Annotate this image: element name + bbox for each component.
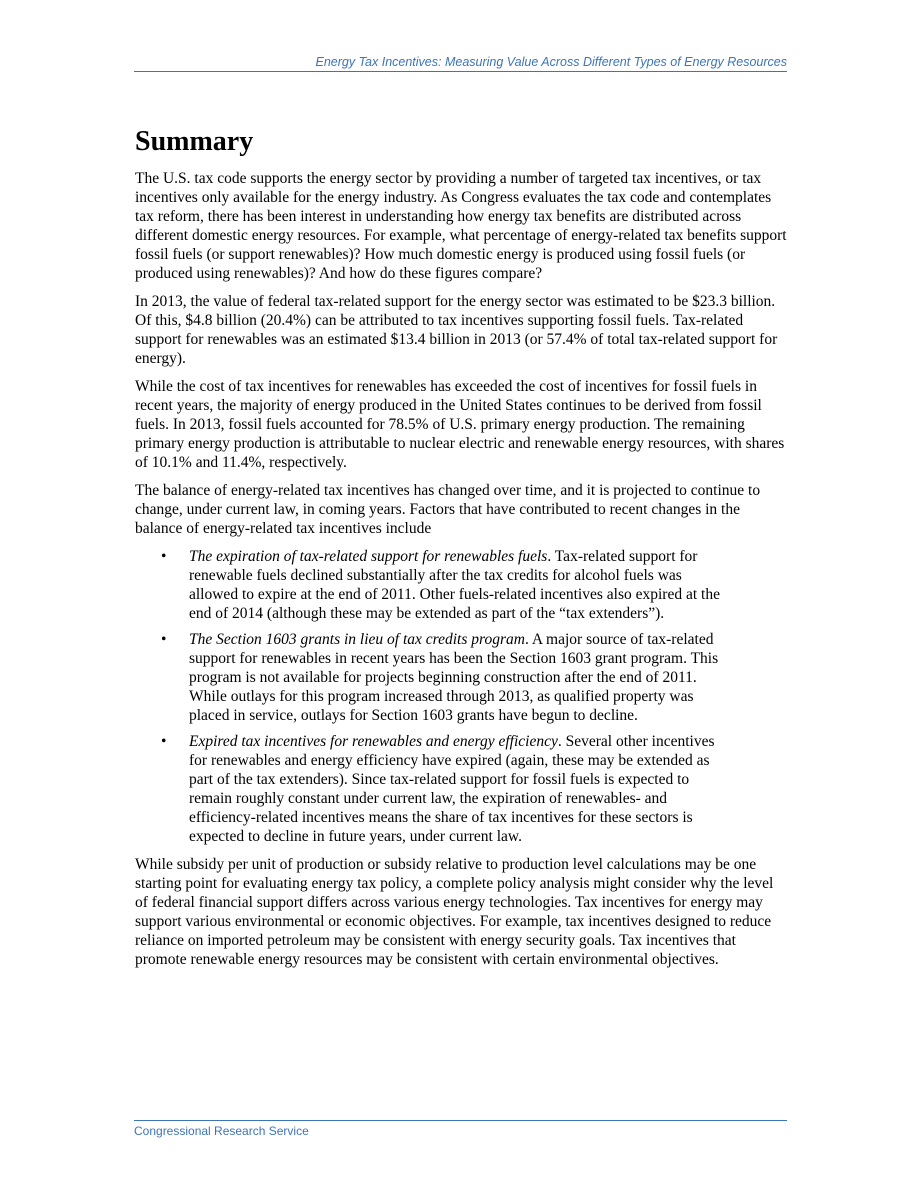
- list-item: [135, 732, 733, 846]
- paragraph-balance-changes: The balance of energy-related tax incentives has changed over time, and it is projected to continue to change, under current law, in coming years. Factors that have contributed to recent changes in the balance of energy-related tax incentives include: [135, 482, 761, 537]
- list-item-text: . Several other incentives for renewables and energy efficiency have expired (again, these may be extended as part of the tax extenders). Since tax-related support for fossil fuels is expected to remain roughly constant under current law, the expiration of renewables- and efficiency-related incentives means the share of tax incentives for these sectors is expected to decline in future years, under current law.: [189, 733, 715, 845]
- list-item-lead: The expiration of tax-related support for renewables fuels: [189, 548, 548, 565]
- running-footer: Congressional Research Service: [134, 1120, 787, 1138]
- running-header: Energy Tax Incentives: Measuring Value Across Different Types of Energy Resources: [134, 55, 787, 72]
- paragraph-2013-support: In 2013, the value of federal tax-related support for the energy sector was estimated to be $23.3 billion. Of this, $4.8 billion (20.4%) can be attributed to tax incentives supporting fossil fuels. Tax-related support for renewables was an estimated $13.4 billion in 2013 (or 57.4% of total tax-related support for energy).: [135, 293, 778, 367]
- paragraph-intro: The U.S. tax code supports the energy sector by providing a number of targeted tax incentives, or tax incentives only available for the energy industry. As Congress evaluates the tax code and contemplates tax reform, there has been interest in understanding how energy tax benefits are distributed across different domestic energy resources. For example, what percentage of energy-related tax benefits support fossil fuels (or support renewables)? How much domestic energy is produced using fossil fuels (or produced using renewables)? And how do these figures compare?: [135, 170, 787, 282]
- paragraph-policy-analysis: While subsidy per unit of production or subsidy relative to production level calculations may be one starting point for evaluating energy tax policy, a complete policy analysis might consider why the level of federal financial support differs across various energy technologies. Tax incentives for energy may support various environmental or economic objectives. For example, tax incentives designed to reduce reliance on imported petroleum may be consistent with energy security goals. Tax incentives that promote renewable energy resources may be consistent with certain environmental objectives.: [135, 856, 774, 968]
- document-body: [135, 124, 787, 978]
- list-item: [135, 630, 733, 725]
- bullet-icon: •: [161, 548, 167, 565]
- list-item-lead: The Section 1603 grants in lieu of tax credits program: [189, 631, 525, 648]
- bullet-icon: •: [161, 631, 167, 648]
- list-item-lead: Expired tax incentives for renewables and energy efficiency: [189, 733, 558, 750]
- page-title: Summary: [135, 126, 254, 157]
- bullet-icon: •: [161, 733, 167, 750]
- list-item-text: . Tax-related support for renewable fuels declined substantially after the tax credits for alcohol fuels was allowed to expire at the end of 2011. Other fuels-related incentives also expired at the end of 2014 (although these may be extended as part of the “tax extenders”).: [189, 548, 720, 622]
- list-item: [135, 547, 733, 623]
- factors-list: [135, 547, 733, 846]
- paragraph-energy-production: While the cost of tax incentives for renewables has exceeded the cost of incentives for fossil fuels in recent years, the majority of energy produced in the United States continues to be derived from fossil fuels. In 2013, fossil fuels accounted for 78.5% of U.S. primary energy production. The remaining primary energy production is attributable to nuclear electric and renewable energy resources, with shares of 10.1% and 11.4%, respectively.: [135, 378, 785, 471]
- list-item-text: . A major source of tax-related support for renewables in recent years has been the Section 1603 grant program. This program is not available for projects beginning construction after the end of 2011. While outlays for this program increased through 2013, as qualified property was placed in service, outlays for Section 1603 grants have begun to decline.: [189, 631, 719, 724]
